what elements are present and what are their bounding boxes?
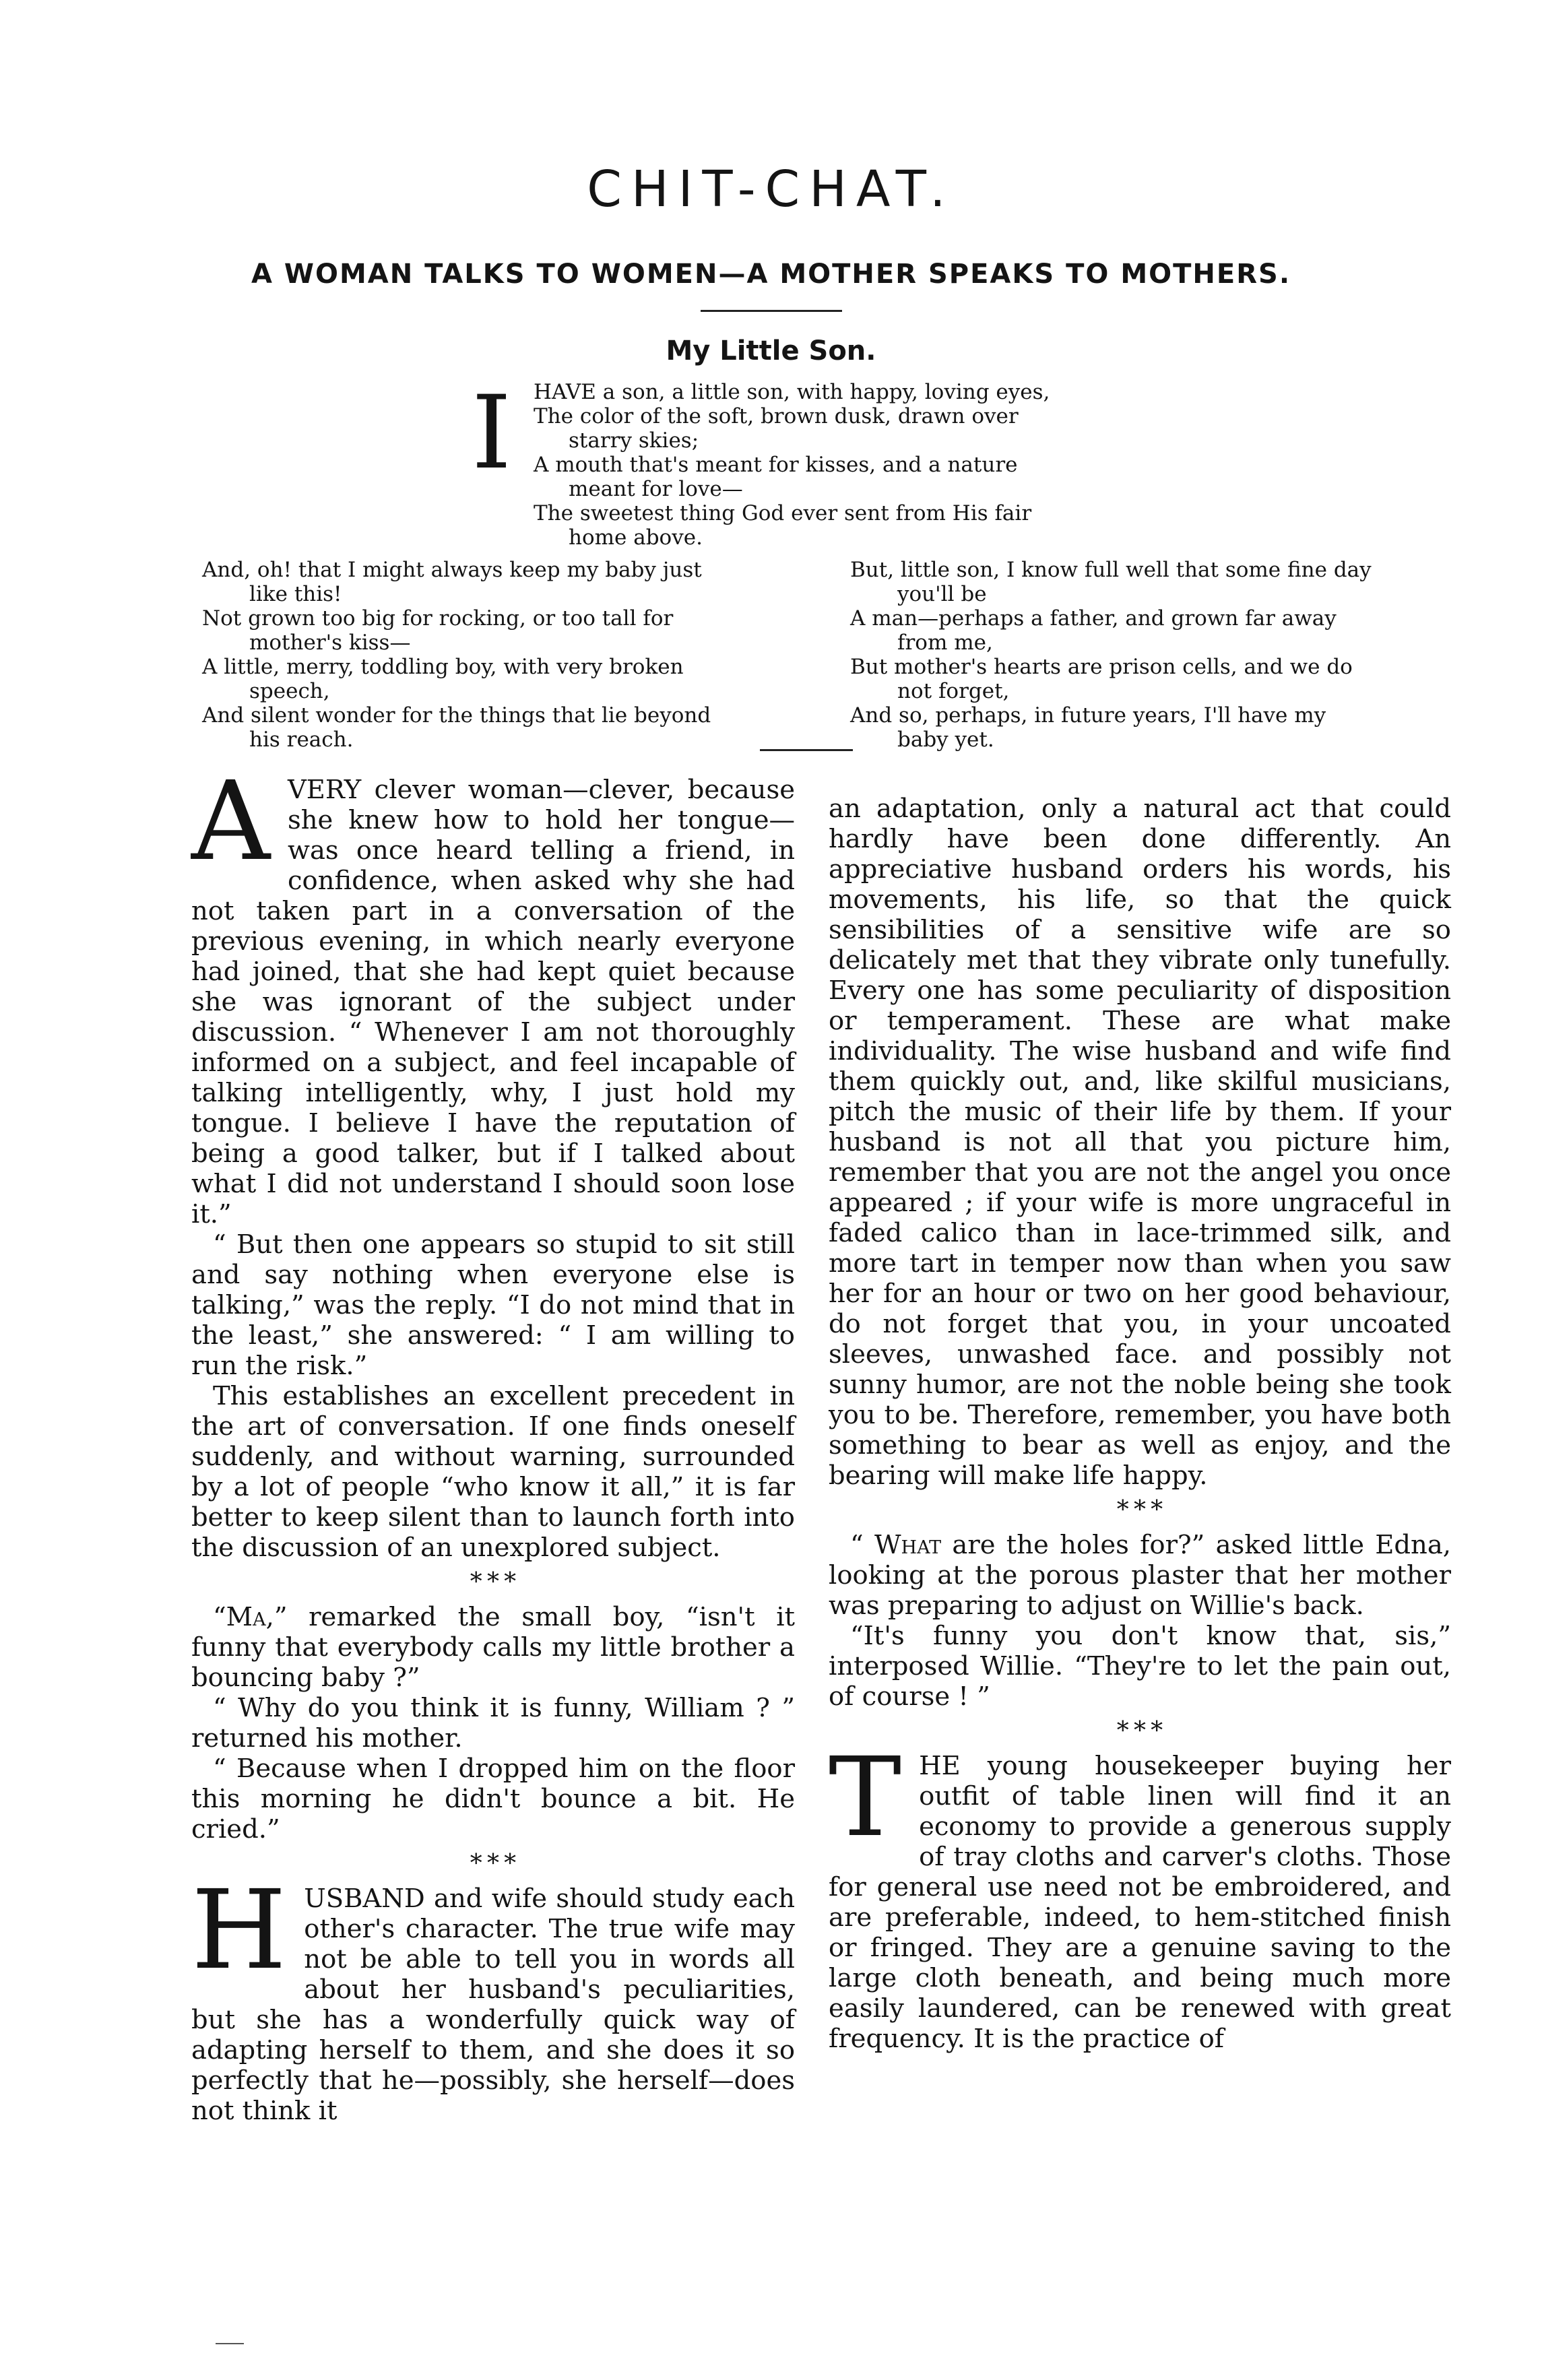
drop-cap-h: H bbox=[191, 1867, 287, 1994]
poem-line: HAVE a son, a little son, with happy, loving eyes, bbox=[534, 380, 1050, 404]
section-separator: * * * bbox=[470, 1568, 517, 1596]
article-husband-wife-continued: an adaptation, only a natural act that could hardly have been done differently. An appreciative husband orders his words, his movements, his life, so that the quick sensibilities of a sensitive wife are so delicately met that they vibrate only tunefully. Every one has some peculiarity of disposition or temperament. These are what make individuality. The wise husband and wife find them quickly out, and, like skilful musicians, pitch the music of their life by them. If your husband is not all that you picture him, remember that you are not the angel you once appeared ; if your wife is more ungraceful in faded calico than in lace-trimmed silk, and more tart in temper now than when you saw her for an hour or two on her good behaviour, do not forget that you, in your uncoated sleeves, unwashed face. and possibly not sunny humor, are not the noble being she took you to be. Therefore, remember, you have both something to bear as well as enjoy, and the bearing will make life happy. bbox=[829, 794, 1451, 1491]
poem-line: But mother's hearts are prison cells, and we do bbox=[850, 655, 1353, 679]
poem-stanza-left bbox=[202, 558, 795, 752]
poem-end-rule bbox=[760, 749, 853, 751]
poem-line: speech, bbox=[249, 679, 330, 703]
poem-line: mother's kiss— bbox=[249, 631, 411, 655]
poem-intro-lines bbox=[534, 380, 1172, 550]
article-conversation-reply: “ But then one appears so stupid to sit still and say nothing when everyone else is talking,” was the reply. “I do not mind that in the least,” she answered: “ I am willing to run the risk.” bbox=[191, 1229, 795, 1381]
section-separator: * * * bbox=[1116, 1496, 1163, 1524]
article-husband-wife: HUSBAND and wife should study each other's character. The true wife may not be able to tell you in words all about her husband's peculiarities, but she has a wonderfully quick way of adapting herself to them, and she does it so perfectly that he—possibly, she herself—does not think it bbox=[191, 1867, 795, 2126]
poem-line: meant for love— bbox=[569, 477, 743, 501]
section-separator: * * * bbox=[470, 1850, 517, 1877]
article-table-linen: THE young housekeeper buying her outfit of table linen will find it an economy to provide a generous supply of tray cloths and carver's cloths. Those for general use need not be embroidered, and are preferable, indeed, to hem-stitched finish or fringed. They are a genuine saving to the large cloth beneath, and being much more easily laundered, can be renewed with great frequency. It is the practice of bbox=[829, 1735, 1451, 2054]
poem-line: Not grown too big for rocking, or too tall for bbox=[202, 606, 674, 631]
drop-cap-a: A bbox=[191, 759, 270, 885]
poem-line: But, little son, I know full well that some fine day bbox=[850, 558, 1372, 582]
poem-line: from me, bbox=[897, 631, 993, 655]
poem-drop-cap: I bbox=[472, 375, 512, 492]
poem-stanza-right bbox=[850, 558, 1456, 752]
page-title: CHIT-CHAT. bbox=[587, 160, 955, 218]
poem-line: And so, perhaps, in future years, I'll have my bbox=[850, 703, 1326, 728]
poem-title: My Little Son. bbox=[666, 335, 876, 366]
poem-line: A mouth that's meant for kisses, and a nature bbox=[534, 453, 1018, 477]
footer-mark bbox=[216, 2343, 244, 2344]
article-conversation: AVERY clever woman—clever, because she knew how to hold her tongue—was once heard telling a friend, in confidence, when asked why she had not taken part in a conversation of the previous evening, in which nearly everyone had joined, that she had kept quiet because she was ignorant of the subject under discussion. “ Whenever I am not thoroughly informed on a subject, and feel incapable of talking intelligently, why, I just hold my tongue. I believe I have the reputation of being a good talker, but if I talked about what I did not understand I should soon lose it.” bbox=[191, 759, 795, 1229]
poem-line: And silent wonder for the things that lie beyond bbox=[202, 703, 711, 728]
page-subtitle: A WOMAN TALKS TO WOMEN—A MOTHER SPEAKS TO MOTHERS. bbox=[251, 259, 1291, 290]
poem-line: his reach. bbox=[249, 728, 354, 752]
poem-line: you'll be bbox=[897, 582, 987, 606]
poem-line: And, oh! that I might always keep my baby just bbox=[202, 558, 702, 582]
poem-line: not forget, bbox=[897, 679, 1010, 703]
poem-intro bbox=[472, 375, 1172, 550]
article-bouncing-baby: “Ma,” remarked the small boy, “isn't it funny that everybody calls my little brother a bouncing baby ?” bbox=[191, 1602, 795, 1693]
poem-line: The color of the soft, brown dusk, drawn over bbox=[534, 404, 1019, 428]
right-column bbox=[829, 794, 1451, 2054]
poem-line: A little, merry, toddling boy, with very broken bbox=[202, 655, 684, 679]
poem-line: starry skies; bbox=[569, 428, 699, 453]
title-rule bbox=[701, 310, 842, 312]
article-porous-plaster: “ What are the holes for?” asked little Edna, looking at the porous plaster that her mother was preparing to adjust on Willie's back. bbox=[829, 1530, 1452, 1621]
poem-line: like this! bbox=[249, 582, 342, 606]
poem-line: home above. bbox=[569, 525, 703, 550]
poem-line: The sweetest thing God ever sent from His fair bbox=[534, 501, 1032, 525]
article-porous-plaster-reply: “It's funny you don't know that, sis,” interposed Willie. “They're to let the pain out, of course ! ” bbox=[829, 1621, 1451, 1712]
section-separator: * * * bbox=[1116, 1717, 1163, 1745]
article-bouncing-baby-question: “ Why do you think it is funny, William ? ” returned his mother. bbox=[191, 1693, 795, 1754]
poem-line: A man—perhaps a father, and grown far away bbox=[850, 606, 1337, 631]
poem-line: baby yet. bbox=[897, 728, 994, 752]
article-bouncing-baby-answer: “ Because when I dropped him on the floor this morning he didn't bounce a bit. He cried.” bbox=[191, 1754, 795, 1844]
left-column bbox=[191, 759, 795, 2126]
drop-cap-t: T bbox=[829, 1735, 902, 1861]
article-conversation-moral: This establishes an excellent precedent in the art of conversation. If one finds oneself suddenly, and without warning, surrounded by a lot of people “who know it all,” it is far better to keep silent than to launch forth into the discussion of an unexplored subject. bbox=[191, 1381, 795, 1563]
